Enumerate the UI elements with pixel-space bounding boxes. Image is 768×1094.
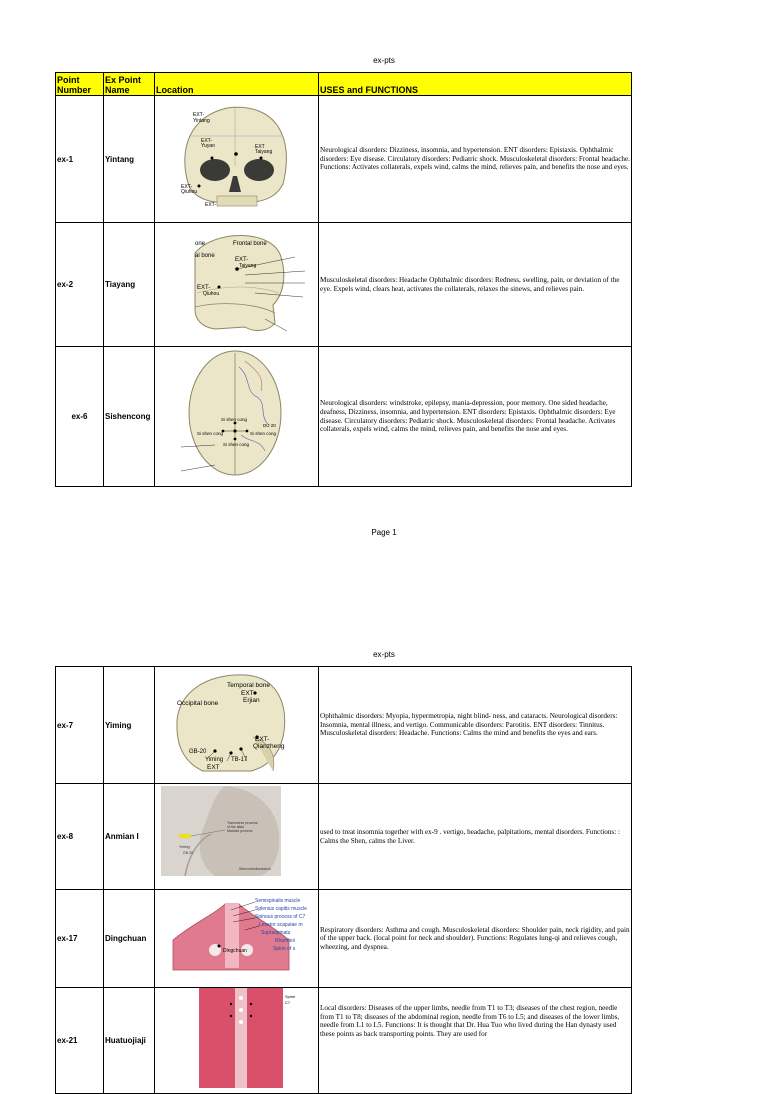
label-text: Si shen cong <box>221 417 248 422</box>
label-text: Spine <box>285 994 296 999</box>
point-number: ex-2 <box>56 223 104 347</box>
label-text: Supraspinatu <box>261 930 291 936</box>
point-number: ex-17 <box>56 890 104 988</box>
label-text: Transverse process <box>227 821 258 825</box>
label-text: EXT <box>207 764 220 771</box>
label-text: Semispinalis muscle <box>255 898 301 904</box>
page2-table <box>55 666 632 1094</box>
point-name: Tiayang <box>104 223 155 347</box>
label-text: Splenius capitis muscle <box>255 906 307 912</box>
uses-functions-text: Musculoskeletal disorders: Headache Ophthalmic disorders: Redness, swelling, pain, or deviation of the eye. Expels wind, clears heat, activates the collaterals, relaxes the sinews, and relieves pain. <box>319 223 632 347</box>
label-text: Qiuhou <box>203 291 220 297</box>
label-text: Qianzheng <box>253 743 285 750</box>
label-text: Erjian <box>243 697 260 704</box>
label-text: Frontal bone <box>233 241 267 247</box>
point-number: ex-8 <box>56 784 104 890</box>
label-text: Occipital bone <box>177 700 219 707</box>
label-text: Dingchuan <box>223 948 247 954</box>
point-number: ex-1 <box>56 96 104 223</box>
location-image <box>155 223 319 347</box>
label-text: EXT- <box>235 257 249 263</box>
label-text: Levator scapulae m <box>259 922 303 928</box>
label-text: Mastoid process <box>227 829 253 833</box>
label-text: EXT- <box>205 202 217 208</box>
page1-header: ex-pts <box>373 56 395 65</box>
col-header-point-number: Point Number <box>56 73 104 96</box>
label-text: Spinous process of C7 <box>255 914 306 920</box>
label-text: TB-17 <box>231 757 248 763</box>
skull-side-illustration <box>155 223 318 341</box>
table-row <box>56 223 632 347</box>
point-number: ex-7 <box>56 667 104 784</box>
uses-functions-text: Ophthalmic disorders: Myopia, hypermetropia, night blind- ness, and cataracts. Neurological disorders: Insomnia, mental illness, and vertigo. Communicable disorders: Parotitis. ENT disorders: Tinnitus. Musculoskeletal disorders: Headache. Functions: Calms the mind and benefits the eyes and ears. <box>319 667 632 784</box>
label-text: of the atlas <box>227 825 245 829</box>
label-text: Si shen cong <box>250 431 277 436</box>
page2-header: ex-pts <box>373 650 395 659</box>
label-text: Taiyang <box>255 149 273 155</box>
label-text: Temporal bone <box>227 682 270 689</box>
label-text: al bone <box>195 253 215 259</box>
uses-functions-text: Neurological disorders: Dizziness, insomnia, and hypertension. ENT disorders: Epistaxis. Ophthalmic disorders: Eye disease. Circulatory disorders: Pediatric shock. Musculoskeletal disorders: Frontal headache. Functions: Activates collaterals, expels wind, calms the mind, relieves pain, and benefits the nose and eyes. <box>319 96 632 223</box>
uses-functions-text: Local disorders: Diseases of the upper limbs, needle from T1 to T3; diseases of the chest region, needle from T1 to T8; diseases of the abdominal region, needle from T6 to L5; and diseases of the lower limbs, needle from L1 to L5. Functions: It is thought that Dr. Hua Tuo who lived during the Han dynasty used these points as back transporting points. They are used for <box>319 988 632 1094</box>
label-text: EXT- <box>241 690 256 697</box>
label-text: EXT- <box>193 112 205 118</box>
label-text: Yiming <box>205 757 224 763</box>
neck-photo-illustration <box>155 784 318 884</box>
location-image <box>155 784 319 890</box>
label-text: GB-20 <box>189 749 207 755</box>
label-text: Taiyang <box>239 263 257 269</box>
point-name: Dingchuan <box>104 890 155 988</box>
spine-muscles-illustration <box>155 988 318 1088</box>
label-text: one <box>195 241 206 247</box>
uses-functions-text: Respiratory disorders: Asthma and cough. Musculoskeletal disorders: Shoulder pain, neck rigidity, and pain of the upper back. (local point for neck and shoulder). Functions: Regulates lung-qi and relieves cough, wheezing, and dyspnea. <box>319 890 632 988</box>
table-row <box>56 347 632 487</box>
label-text: Qiuhou <box>181 189 198 195</box>
label-text: EXT <box>255 144 265 150</box>
label-text: Si shen cong <box>223 442 250 447</box>
point-name: Huatuojiaji <box>104 988 155 1094</box>
label-text: EXT- <box>197 285 211 291</box>
col-header-ex-point-name: Ex Point Name <box>104 73 155 96</box>
col-header-location: Location <box>155 73 319 96</box>
table-row <box>56 784 632 890</box>
location-image <box>155 667 319 784</box>
uses-functions-text: Neurological disorders: windstroke, epilepsy, mania-depression, poor memory. One sided headache, deafness, Dizziness, insomnia, and hypertension. ENT disorders: Epistaxis. Ophthalmic disorders: Eye disease. Circulatory disorders: Pediatric shock. Musculoskeletal disorders: Frontal headache. Activates collaterals, expels wind, calms the mind, relieves pain, and benefits the nose and eyes. <box>319 347 632 487</box>
point-name: Yintang <box>104 96 155 223</box>
upper-back-muscles-illustration <box>155 890 318 982</box>
label-text: Rhomboi <box>275 938 296 944</box>
label-text: EXT- <box>255 736 270 743</box>
page1-table <box>55 72 632 487</box>
location-image <box>155 890 319 988</box>
point-name: Anmian I <box>104 784 155 890</box>
table-row <box>56 96 632 223</box>
skull-back-illustration <box>155 667 318 778</box>
page-number: Page 1 <box>371 528 397 537</box>
table-row <box>56 988 632 1094</box>
label-text: Yuyao <box>201 143 215 149</box>
table-header-row <box>56 73 632 96</box>
label-text: Yintang <box>193 118 210 124</box>
table-row <box>56 890 632 988</box>
label-text: Spine of s <box>273 946 296 952</box>
location-image <box>155 988 319 1094</box>
uses-functions-text: used to treat insomnia together with ex-9 . vertigo, headache, palpitations, mental disorders. Functions: : Calms the Shen, calms the Liver. <box>319 784 632 890</box>
label-text: Sternocleidomastoid <box>239 867 271 871</box>
label-text: C7 <box>285 1000 291 1005</box>
label-text: DU 20 <box>263 423 276 428</box>
label-text: GB 20 <box>183 851 193 855</box>
location-image <box>155 96 319 223</box>
label-text: Si shen cong <box>197 431 224 436</box>
location-image <box>155 347 319 487</box>
skull-front-illustration <box>155 96 318 217</box>
point-number: ex-6 <box>56 347 104 487</box>
point-name: Sishencong <box>104 347 155 487</box>
table-row <box>56 667 632 784</box>
label-text: Yiming <box>179 845 190 849</box>
skull-top-illustration <box>155 347 318 481</box>
label-text: EXT- <box>201 138 213 144</box>
point-name: Yiming <box>104 667 155 784</box>
point-number: ex-21 <box>56 988 104 1094</box>
label-text: EXT- <box>181 184 193 190</box>
col-header-uses-functions: USES and FUNCTIONS <box>319 73 632 96</box>
